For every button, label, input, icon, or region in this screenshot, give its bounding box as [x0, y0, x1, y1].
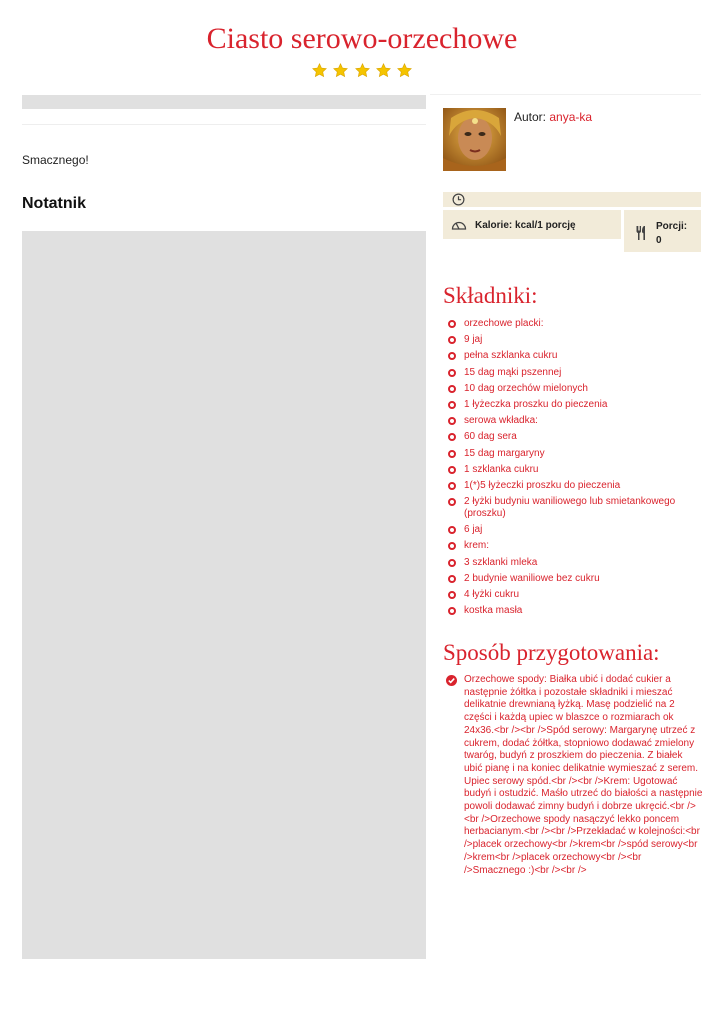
prep-time-bar: [443, 192, 701, 207]
ingredient-item: [443, 448, 701, 460]
ingredient-text: 2 budynie waniliowe bez cukru: [464, 572, 600, 584]
author-label: Autor:: [514, 110, 547, 124]
ingredient-text: pełna szklanka cukru: [464, 350, 558, 362]
portions-box: [624, 210, 701, 252]
divider: [22, 109, 426, 125]
bullet-icon: [448, 352, 456, 360]
ingredient-item: [443, 573, 701, 585]
bullet-icon: [448, 417, 456, 425]
rating-stars[interactable]: [0, 63, 724, 83]
ingredient-item: [443, 589, 701, 601]
ingredient-text: 15 dag margaryny: [464, 447, 545, 459]
bullet-icon: [448, 369, 456, 377]
preparation-text: Orzechowe spody: Białka ubić i dodać cukier a następnie żółtka i pozostałe składniki i mieszać delikatnie drewnianą łyżką. Masę podzielić na 2 części i każdą upiec w blaszce o rozmiarach ok 24x36.<br /><br />Spód serowy: Margarynę utrzeć z cukrem, dodać żółtka, stopniowo dodawać zmielony twaróg, budyń z proszkiem do pieczenia. Z białek ubić pianę i na koniec delikatnie wymieszać z serem. Upiec serowy spód.<br /><br />Krem: Ugotować budyń i ostudzić. Maśło utrzeć do białości a następnie powoli dodawać zimny budyń i dobrze ukręcić.<br /><br />Orzechowe spody nasączyć lekko poncem herbacianym.<br /><br />Przekładać w kolejności:<br />placek orzechowy<br />krem<br />spód serowy<br />krem<br />placek orzechowy<br /><br />Smacznego :)<br /><br />: [464, 674, 703, 876]
ingredient-item: [443, 334, 701, 346]
calories-text: Kalorie: kcal/1 porcję: [475, 220, 576, 231]
cutlery-icon: [635, 226, 647, 240]
ingredient-text: 4 łyżki cukru: [464, 589, 520, 600]
ingredient-item: [443, 431, 701, 443]
ingredient-item: [443, 350, 701, 362]
ingredient-text: 3 szklanki mleka: [464, 556, 538, 568]
ingredient-text: krem:: [464, 540, 489, 552]
ingredient-text: serowa wkładka:: [464, 415, 538, 427]
bullet-icon: [448, 607, 456, 615]
bullet-icon: [448, 559, 456, 567]
ingredient-item: [443, 383, 701, 395]
ingredient-item: [443, 496, 701, 520]
ingredient-text: 60 dag sera: [464, 431, 517, 443]
preparation-title: Sposób przygotowania:: [443, 640, 660, 665]
ingredient-item: [443, 464, 701, 476]
star-icon[interactable]: [376, 63, 391, 78]
calories-box: [443, 210, 621, 239]
notes-area[interactable]: [22, 231, 426, 959]
ingredient-text: orzechowe placki:: [464, 318, 544, 329]
preparation-steps: [443, 674, 703, 877]
ingredient-text: kostka masła: [464, 605, 523, 617]
bullet-icon: [448, 336, 456, 344]
closing-text: Smacznego!: [22, 153, 89, 167]
bullet-icon: [448, 450, 456, 458]
ingredients-title: Składniki:: [443, 283, 538, 308]
portions-value: 0: [656, 235, 662, 246]
bullet-icon: [448, 591, 456, 599]
ingredient-text: 2 łyżki budyniu waniliowego lub smietankowego (proszku): [464, 496, 676, 520]
bullet-icon: [448, 542, 456, 550]
star-icon[interactable]: [397, 63, 412, 78]
ingredient-item: [443, 415, 701, 427]
author-line: [514, 110, 592, 124]
ingredient-item: [443, 367, 701, 379]
bullet-icon: [448, 575, 456, 583]
star-icon[interactable]: [312, 63, 327, 78]
star-icon[interactable]: [355, 63, 370, 78]
bullet-icon: [448, 526, 456, 534]
clock-icon: [452, 193, 465, 206]
ingredient-text: 10 dag orzechów mielonych: [464, 382, 588, 394]
ingredient-item: [443, 318, 701, 330]
ingredient-item: [443, 557, 701, 569]
bullet-icon: [448, 498, 456, 506]
ingredient-text: 1 łyżeczka proszku do pieczenia: [464, 398, 608, 410]
bullet-icon: [448, 320, 456, 328]
divider: [430, 94, 701, 95]
ingredient-text: 9 jaj: [464, 334, 483, 346]
ingredient-item: [443, 540, 701, 552]
ingredient-text: 15 dag mąki pszennej: [464, 366, 562, 378]
recipe-title: Ciasto serowo-orzechowe: [206, 22, 518, 55]
ingredient-item: [443, 480, 701, 492]
ingredients-list: [443, 318, 701, 621]
bullet-icon: [448, 433, 456, 441]
main-column: [22, 95, 426, 213]
ingredient-item: [443, 524, 701, 536]
bullet-icon: [448, 385, 456, 393]
bullet-icon: [448, 466, 456, 474]
author-link[interactable]: anya-ka: [549, 110, 593, 124]
ingredient-text: 6 jaj: [464, 524, 483, 536]
notes-title: Notatnik: [22, 195, 86, 212]
image-placeholder-bar: [22, 95, 426, 109]
portions-label: Porcji:: [656, 221, 688, 232]
ingredient-item: [443, 605, 701, 617]
ingredient-item: [443, 399, 701, 411]
author-avatar[interactable]: [443, 108, 506, 171]
check-circle-icon: [446, 675, 457, 686]
preparation-step: [443, 674, 703, 877]
bullet-icon: [448, 401, 456, 409]
star-icon[interactable]: [333, 63, 348, 78]
ingredient-text: 1(*)5 łyżeczki proszku do pieczenia: [464, 479, 621, 491]
gauge-icon: [451, 218, 467, 231]
ingredient-text: 1 szklanka cukru: [464, 463, 539, 475]
bullet-icon: [448, 482, 456, 490]
